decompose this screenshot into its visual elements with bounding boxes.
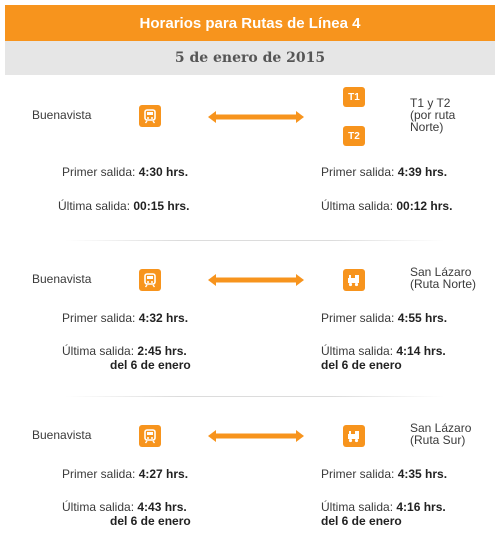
route-origin: Buenavista [32, 272, 92, 286]
last-departure-destination-note: del 6 de enero [321, 514, 402, 528]
last-departure-origin: Última salida: 00:15 hrs. [58, 199, 190, 213]
first-departure-destination: Primer salida: 4:55 hrs. [321, 311, 448, 325]
last-departure-destination-note: del 6 de enero [321, 358, 402, 372]
t2-badge-icon: T2 [343, 126, 365, 146]
train-station-icon [139, 425, 161, 447]
locomotive-icon [343, 269, 365, 291]
first-departure-origin: Primer salida: 4:32 hrs. [62, 311, 189, 325]
route-divider [65, 396, 445, 397]
first-departure-destination: Primer salida: 4:35 hrs. [321, 467, 448, 481]
route-destination: San Lázaro (Ruta Norte) [410, 265, 477, 291]
first-departure-destination: Primer salida: 4:39 hrs. [321, 165, 448, 179]
route-destination: T1 y T2 (por ruta Norte) [410, 96, 456, 134]
route-origin: Buenavista [32, 428, 92, 442]
bidirectional-arrow-icon [208, 430, 304, 442]
first-departure-origin: Primer salida: 4:30 hrs. [62, 165, 189, 179]
t1-badge-icon: T1 [343, 87, 365, 107]
route-divider [65, 240, 445, 241]
last-departure-destination: Última salida: 4:14 hrs. [321, 344, 446, 358]
last-departure-destination: Última salida: 4:16 hrs. [321, 500, 446, 514]
route-destination: San Lázaro (Ruta Sur) [410, 421, 472, 447]
locomotive-icon [343, 425, 365, 447]
first-departure-origin: Primer salida: 4:27 hrs. [62, 467, 189, 481]
route-origin: Buenavista [32, 108, 92, 122]
last-departure-origin: Última salida: 4:43 hrs. [62, 500, 187, 514]
schedule-date: 5 de enero de 2015 [5, 41, 495, 75]
last-departure-origin-note: del 6 de enero [110, 514, 191, 528]
last-departure-origin-note: del 6 de enero [110, 358, 191, 372]
schedule-panel [5, 2, 495, 536]
train-station-icon [139, 105, 161, 127]
train-station-icon [139, 269, 161, 291]
last-departure-origin: Última salida: 2:45 hrs. [62, 344, 187, 358]
bidirectional-arrow-icon [208, 111, 304, 123]
bidirectional-arrow-icon [208, 274, 304, 286]
page-title: Horarios para Rutas de Línea 4 [5, 5, 495, 41]
last-departure-destination: Última salida: 00:12 hrs. [321, 199, 453, 213]
